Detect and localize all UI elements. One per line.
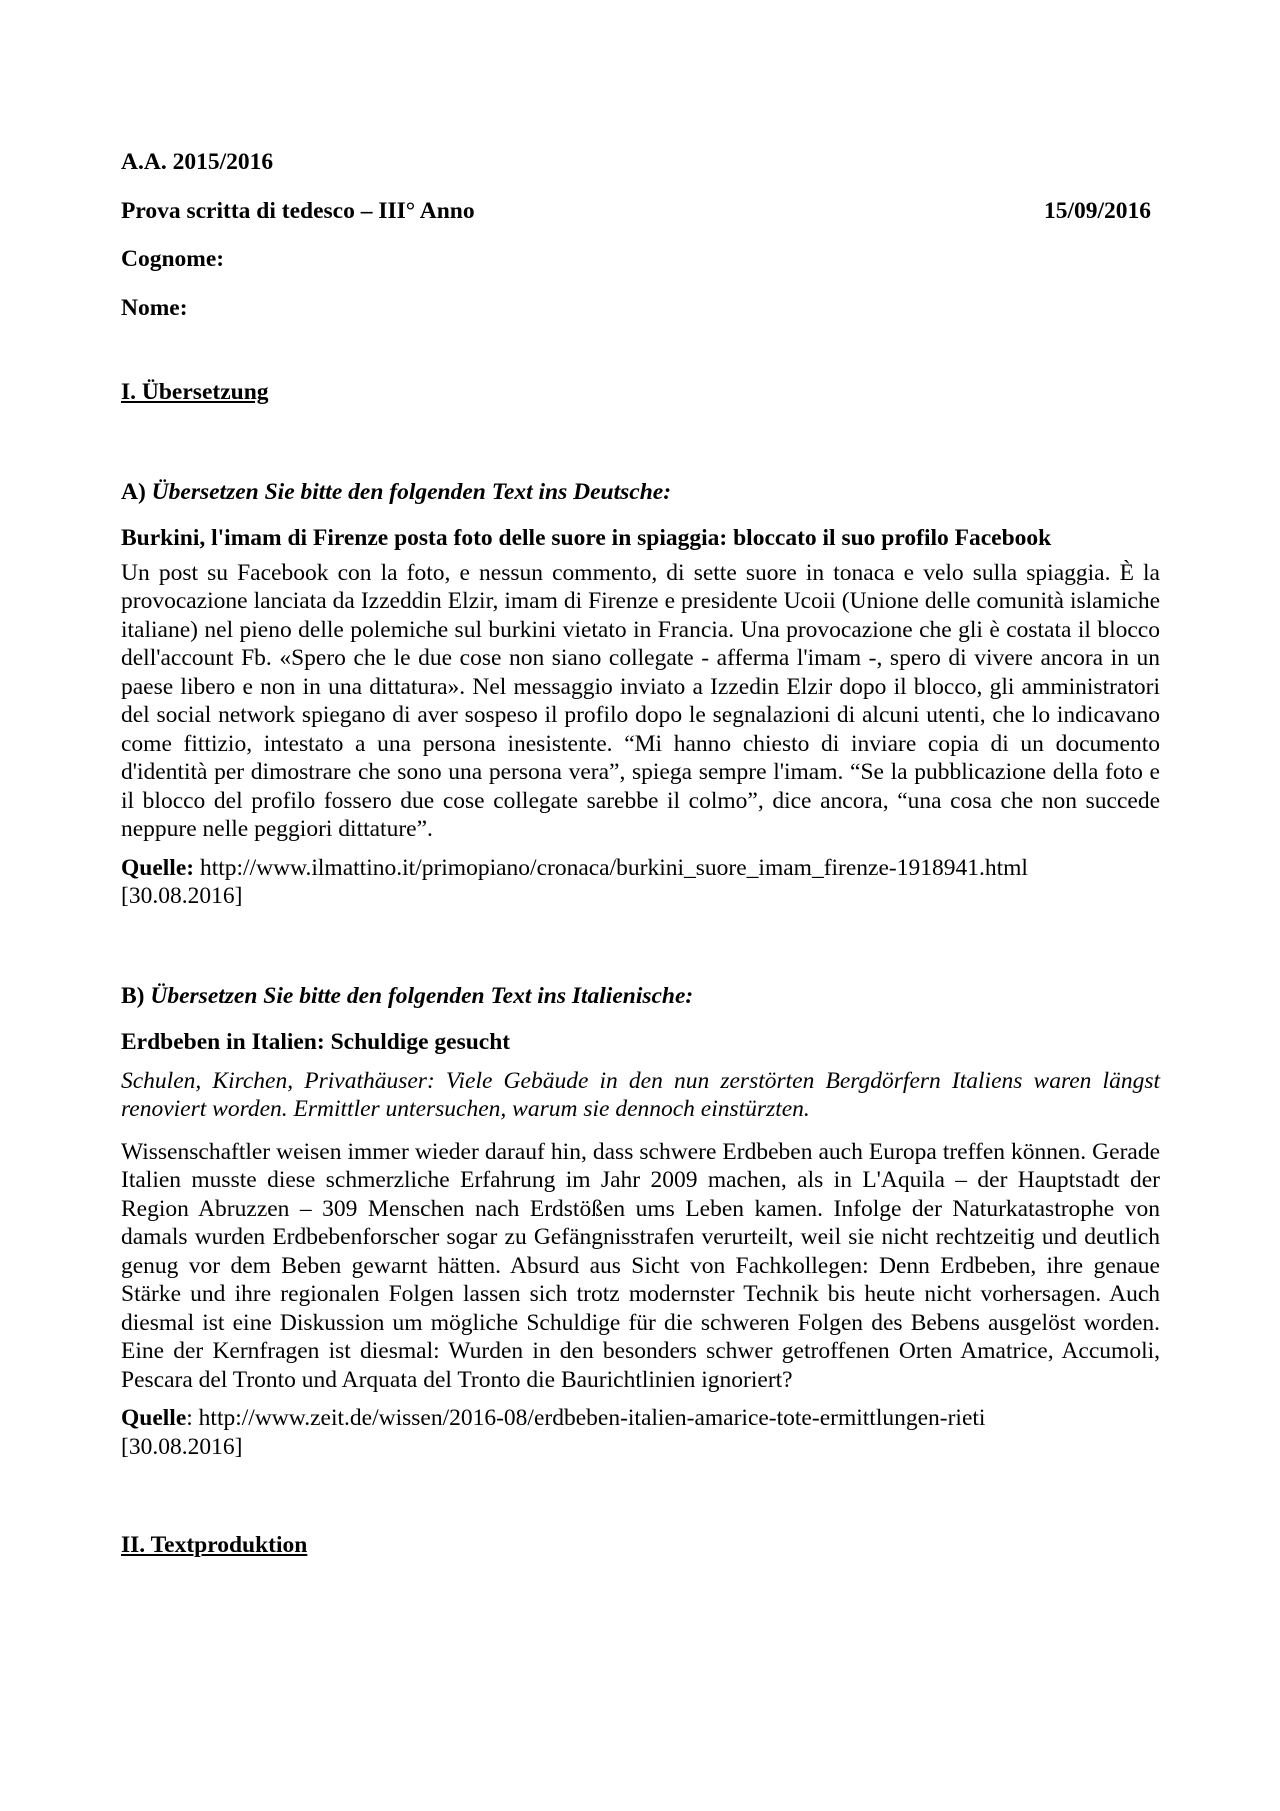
section-1-heading: I. Übersetzung [121, 379, 269, 405]
name-label: Nome: [121, 294, 188, 321]
name-line [121, 294, 1160, 323]
article-b-title: Erdbeben in Italien: Schuldige gesucht [121, 1029, 511, 1055]
article-a-title: Burkini, l'imam di Firenze posta foto delle suore in spiaggia: bloccato il suo profilo Facebook [121, 525, 1052, 551]
article-b-source-date: [30.08.2016] [121, 1433, 243, 1460]
document-content [121, 148, 1160, 1560]
task-b-prefix: B) [121, 982, 145, 1009]
article-a-source [121, 854, 1160, 911]
surname-line [121, 245, 1160, 274]
section-2-heading: II. Textproduktion [121, 1532, 308, 1558]
task-b-text: Übersetzen Sie bitte den folgenden Text ins Italienische: [150, 982, 694, 1009]
academic-year: A.A. 2015/2016 [121, 149, 274, 175]
surname-label: Cognome: [121, 246, 225, 272]
article-a-source-date: [30.08.2016] [121, 883, 243, 909]
exam-title: Prova scritta di tedesco – III° Anno [121, 197, 475, 224]
article-a-body: Un post su Facebook con la foto, e nessun commento, di sette suore in tonaca e velo sulla spiaggia. È la provocazione lanciata da Izzeddin Elzir, imam di Firenze e presidente Ucoii (Unione delle comunità islamiche italiane) nel pieno delle polemiche sul burkini vietato in Francia. Una provocazione che gli è costata il blocco dell'account Fb. «Spero che le due cose non siano collegate - afferma l'imam -, spero di vivere ancora in un paese libero e non in una dittatura». Nel messaggio inviato a Izzedin Elzir dopo il blocco, gli amministratori del social network spiegano di aver sospeso il profilo dopo le segnalazioni di alcuni utenti, che lo indicavano come fittizio, intestato a una persona inesistente. “Mi hanno chiesto di inviare copia di un documento d'identità per dimostrare che sono una persona vera”, spiega sempre l'imam. “Se la pubblicazione della foto e il blocco del profilo fossero due cose collegate sarebbe il colmo”, dice ancora, “una cosa che non succede neppure nelle peggiori dittature”. [121, 559, 1160, 842]
article-a-source-url: http://www.ilmattino.it/primopiano/cronaca/burkini_suore_imam_firenze-1918941.html [199, 854, 1028, 881]
article-b-source-label: Quelle [121, 1405, 187, 1431]
article-b-source [121, 1404, 1160, 1461]
academic-year-line [121, 148, 1160, 177]
task-b-instruction [121, 982, 1160, 1011]
task-a-instruction [121, 478, 1160, 507]
article-b-lead: Schulen, Kirchen, Privathäuser: Viele Gebäude in den nun zerstörten Bergdörfern Italiens waren längst renoviert worden. Ermittler untersuchen, warum sie dennoch einstürzten. [121, 1067, 1160, 1122]
article-b-source-url: : http://www.zeit.de/wissen/2016-08/erdbeben-italien-amarice-tote-ermittlungen-rieti [186, 1405, 986, 1431]
task-a-text: Übersetzen Sie bitte den folgenden Text ins Deutsche: [151, 478, 672, 505]
article-b-body: Wissenschaftler weisen immer wieder darauf hin, dass schwere Erdbeben auch Europa treffen können. Gerade Italien musste diese schmerzliche Erfahrung im Jahr 2009 machen, als in L'Aquila – der Hauptstadt der Region Abruzzen – 309 Menschen nach Erdstößen ums Leben kamen. Infolge der Naturkatastrophe von damals wurden Erdbebenforscher sogar zu Gefängnisstrafen verurteilt, weil sie nicht rechtzeitig und deutlich genug vor dem Beben gewarnt hätten. Absurd aus Sicht von Fachkollegen: Denn Erdbeben, ihre genaue Stärke und ihre regionalen Folgen lassen sich trotz modernster Technik bis heute nicht vorhersagen. Auch diesmal ist eine Diskussion um mögliche Schuldige für die schweren Folgen des Bebens ausgelöst worden. Eine der Kernfragen ist diesmal: Wurden in den besonders schwer getroffenen Orten Amatrice, Accumoli, Pescara del Tronto und Arquata del Tronto die Baurichtlinien ignoriert? [121, 1138, 1160, 1393]
task-a-prefix: A) [121, 478, 146, 505]
exam-title-line [121, 197, 1160, 226]
article-a-source-label: Quelle: [121, 854, 195, 881]
exam-date: 15/09/2016 [1043, 197, 1151, 224]
